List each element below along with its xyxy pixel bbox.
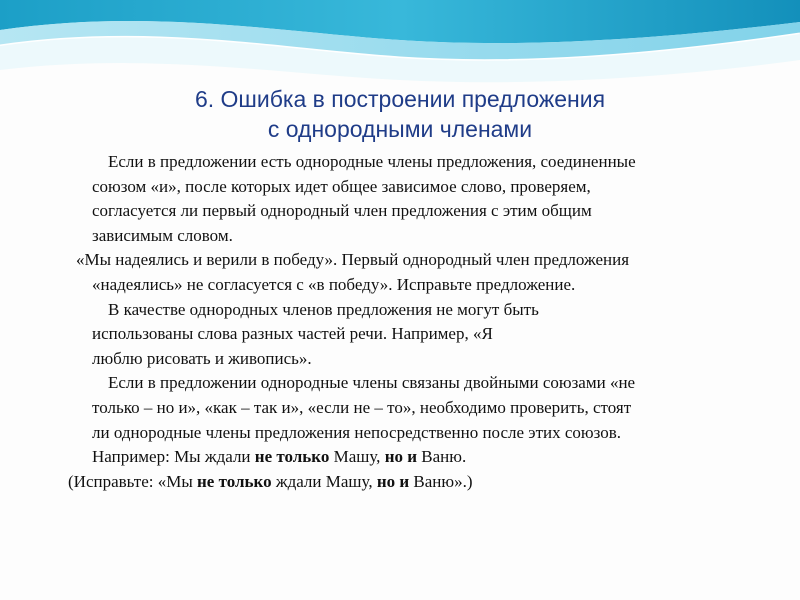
text-fragment: Машу, xyxy=(329,447,385,467)
text-line: ли однородные члены предложения непосредственно после этих союзов. xyxy=(92,422,622,442)
text-line-example xyxy=(92,445,742,470)
text-line: зависимым словом. xyxy=(92,225,233,245)
slide-body xyxy=(0,150,800,494)
bold-fragment: но и xyxy=(384,447,418,467)
paragraph-example-1 xyxy=(0,248,744,297)
bold-fragment: но и xyxy=(376,471,410,491)
text-fragment: (Исправьте: «Мы xyxy=(68,471,197,491)
text-line: Если в предложении однородные члены связаны двойными союзами «не xyxy=(108,373,636,393)
text-line: использованы слова разных частей речи. Например, «Я xyxy=(92,324,493,344)
text-line: «надеялись» не согласуется с «в победу». Исправьте предложение. xyxy=(92,274,576,294)
text-fragment: Ваню».) xyxy=(409,471,473,491)
text-line: Если в предложении есть однородные члены предложения, соединенные xyxy=(108,152,636,171)
paragraph-rule-1 xyxy=(0,150,742,248)
text-line: «Мы надеялись и верили в победу». Первый однородный член предложения xyxy=(76,250,630,270)
slide-title xyxy=(0,84,800,144)
decorative-wave-header xyxy=(0,0,800,90)
paragraph-rule-3 xyxy=(0,371,742,469)
text-fragment: Ваню. xyxy=(417,447,467,467)
text-fragment: Например: Мы ждали xyxy=(92,447,255,467)
text-line: только – но и», «как – так и», «если не – то», необходимо проверить, стоят xyxy=(92,397,632,417)
paragraph-fix xyxy=(0,470,744,495)
text-line: союзом «и», после которых идет общее зависимое слово, проверяем, xyxy=(92,176,591,196)
slide-title-line-1: 6. Ошибка в построении предложения xyxy=(194,86,606,112)
text-line: согласуется ли первый однородный член предложения с этим общим xyxy=(92,201,592,221)
bold-fragment: не только xyxy=(197,471,272,491)
slide-title-line-2: с однородными членами xyxy=(267,116,533,142)
paragraph-rule-2 xyxy=(0,298,742,372)
text-line: люблю рисовать и живопись». xyxy=(92,348,312,368)
bold-fragment: не только xyxy=(254,447,330,467)
text-line: В качестве однородных членов предложения не могут быть xyxy=(108,299,539,319)
text-fragment: ждали Машу, xyxy=(271,471,377,491)
text-line-fix xyxy=(68,470,744,495)
